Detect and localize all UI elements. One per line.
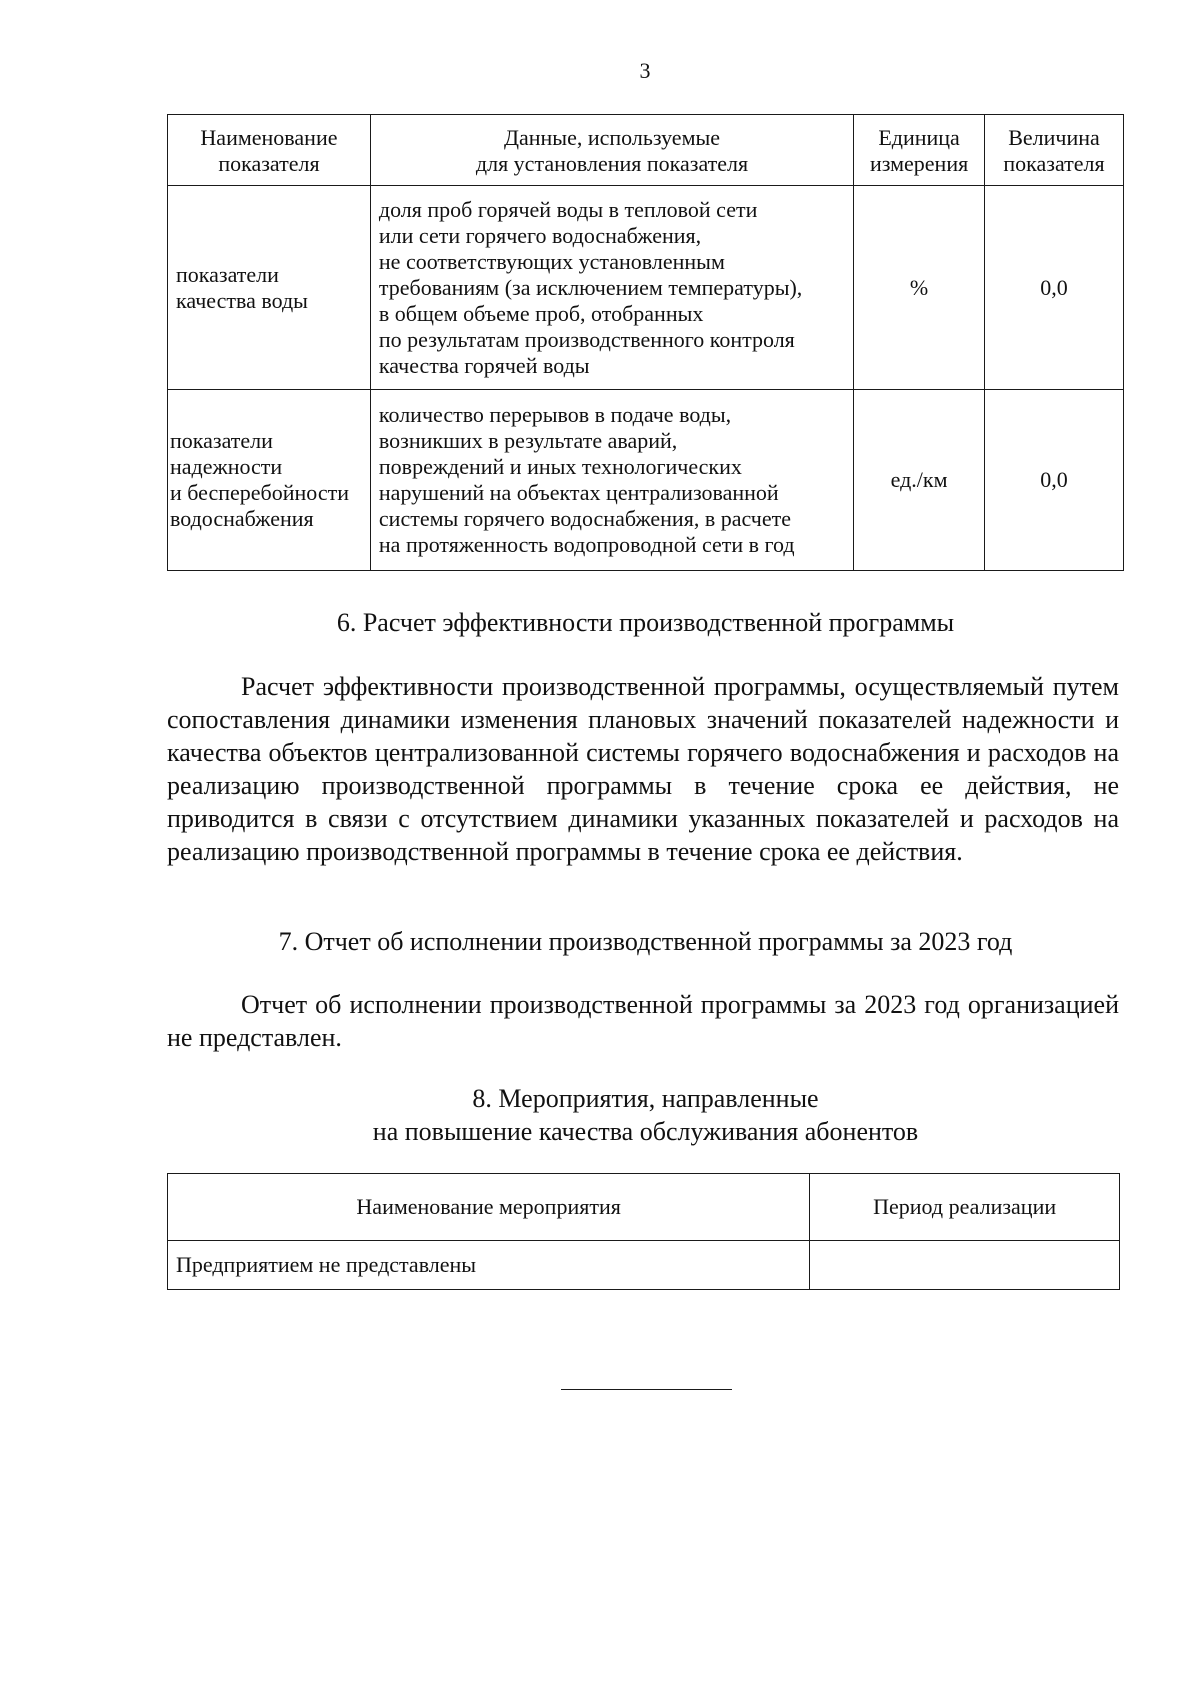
cell-line: в общем объеме проб, отобранных bbox=[378, 300, 704, 326]
section-8-title-line-2: на повышение качества обслуживания абонентов bbox=[372, 1117, 919, 1146]
section-8-title bbox=[167, 1082, 1124, 1148]
indicator-data-cell bbox=[370, 186, 853, 390]
header-value bbox=[985, 115, 1124, 186]
indicator-name-cell bbox=[168, 186, 371, 390]
table-row bbox=[168, 186, 1124, 390]
indicator-name-cell bbox=[168, 390, 371, 571]
header-line: измерения bbox=[869, 151, 969, 176]
cell-line: доля проб горячей воды в тепловой сети bbox=[378, 196, 758, 222]
cell-line: или сети горячего водоснабжения, bbox=[378, 222, 702, 248]
indicators-header-row bbox=[168, 115, 1124, 186]
indicator-value-cell: 0,0 bbox=[985, 390, 1124, 571]
cell-line: и бесперебойности bbox=[170, 480, 349, 505]
cell-line: системы горячего водоснабжения, в расчете bbox=[378, 506, 792, 531]
section-7-title: 7. Отчет об исполнении производственной программы за 2023 год bbox=[278, 927, 1013, 956]
header-line: Наименование bbox=[200, 125, 338, 150]
cell-line: надежности bbox=[170, 454, 283, 479]
cell-line: показатели bbox=[176, 261, 279, 287]
end-rule bbox=[561, 1389, 732, 1390]
header-line: показателя bbox=[1003, 151, 1105, 176]
page-number: 3 bbox=[639, 58, 651, 83]
header-indicator-data bbox=[370, 115, 853, 186]
section-6-title: 6. Расчет эффективности производственной программы bbox=[336, 608, 955, 637]
cell-line: требованиям (за исключением температуры), bbox=[378, 274, 803, 300]
header-line: Данные, используемые bbox=[503, 125, 721, 150]
header-line: Величина bbox=[1008, 125, 1100, 150]
cell-line: на протяженность водопроводной сети в год bbox=[378, 532, 795, 557]
cell-line: не соответствующих установленным bbox=[378, 248, 725, 274]
header-line: Единица bbox=[878, 125, 960, 150]
cell-line: повреждений и иных технологических bbox=[378, 454, 742, 479]
cell-line: возникших в результате аварий, bbox=[378, 428, 678, 453]
header-line: показателя bbox=[218, 151, 320, 176]
cell-line: нарушений на объектах централизованной bbox=[378, 480, 779, 505]
indicator-unit-cell: ед./км bbox=[854, 390, 985, 571]
table-row bbox=[168, 390, 1124, 571]
table-row bbox=[168, 1241, 1120, 1290]
cell-line: качества горячей воды bbox=[378, 352, 590, 378]
measures-table bbox=[167, 1173, 1120, 1290]
section-6-text: Расчет эффективности производственной программы, осуществляемый путем сопоставления динамики изменения плановых значений показателей надежности и качества объектов централизованной системы горячего водоснабжения и расходов на реализацию производственной программы в течение срока ее действия, не приводится в связи с отсутствием динамики указанных показателей и расходов на реализацию производственной программы в течение срока ее действия. bbox=[167, 672, 1119, 866]
header-unit bbox=[854, 115, 985, 186]
indicator-data-cell bbox=[370, 390, 853, 571]
measure-name-cell: Предприятием не представлены bbox=[168, 1241, 810, 1290]
header-measure-name: Наименование мероприятия bbox=[168, 1174, 810, 1241]
header-period: Период реализации bbox=[810, 1174, 1120, 1241]
indicators-table bbox=[167, 114, 1124, 571]
indicator-unit-cell: % bbox=[854, 186, 985, 390]
cell-line: качества воды bbox=[176, 287, 308, 313]
measures-header-row bbox=[168, 1174, 1120, 1241]
section-7-text: Отчет об исполнении производственной программы за 2023 год организацией не представлен. bbox=[167, 990, 1119, 1052]
cell-line: количество перерывов в подаче воды, bbox=[378, 402, 732, 427]
header-indicator-name bbox=[168, 115, 371, 186]
section-8-title-line-1: 8. Мероприятия, направленные bbox=[472, 1084, 819, 1113]
cell-line: показатели bbox=[170, 428, 273, 453]
cell-line: водоснабжения bbox=[170, 506, 314, 531]
cell-line: по результатам производственного контроля bbox=[378, 326, 795, 352]
measure-period-cell bbox=[810, 1241, 1120, 1290]
indicator-value-cell: 0,0 bbox=[985, 186, 1124, 390]
header-line: для установления показателя bbox=[475, 151, 749, 176]
